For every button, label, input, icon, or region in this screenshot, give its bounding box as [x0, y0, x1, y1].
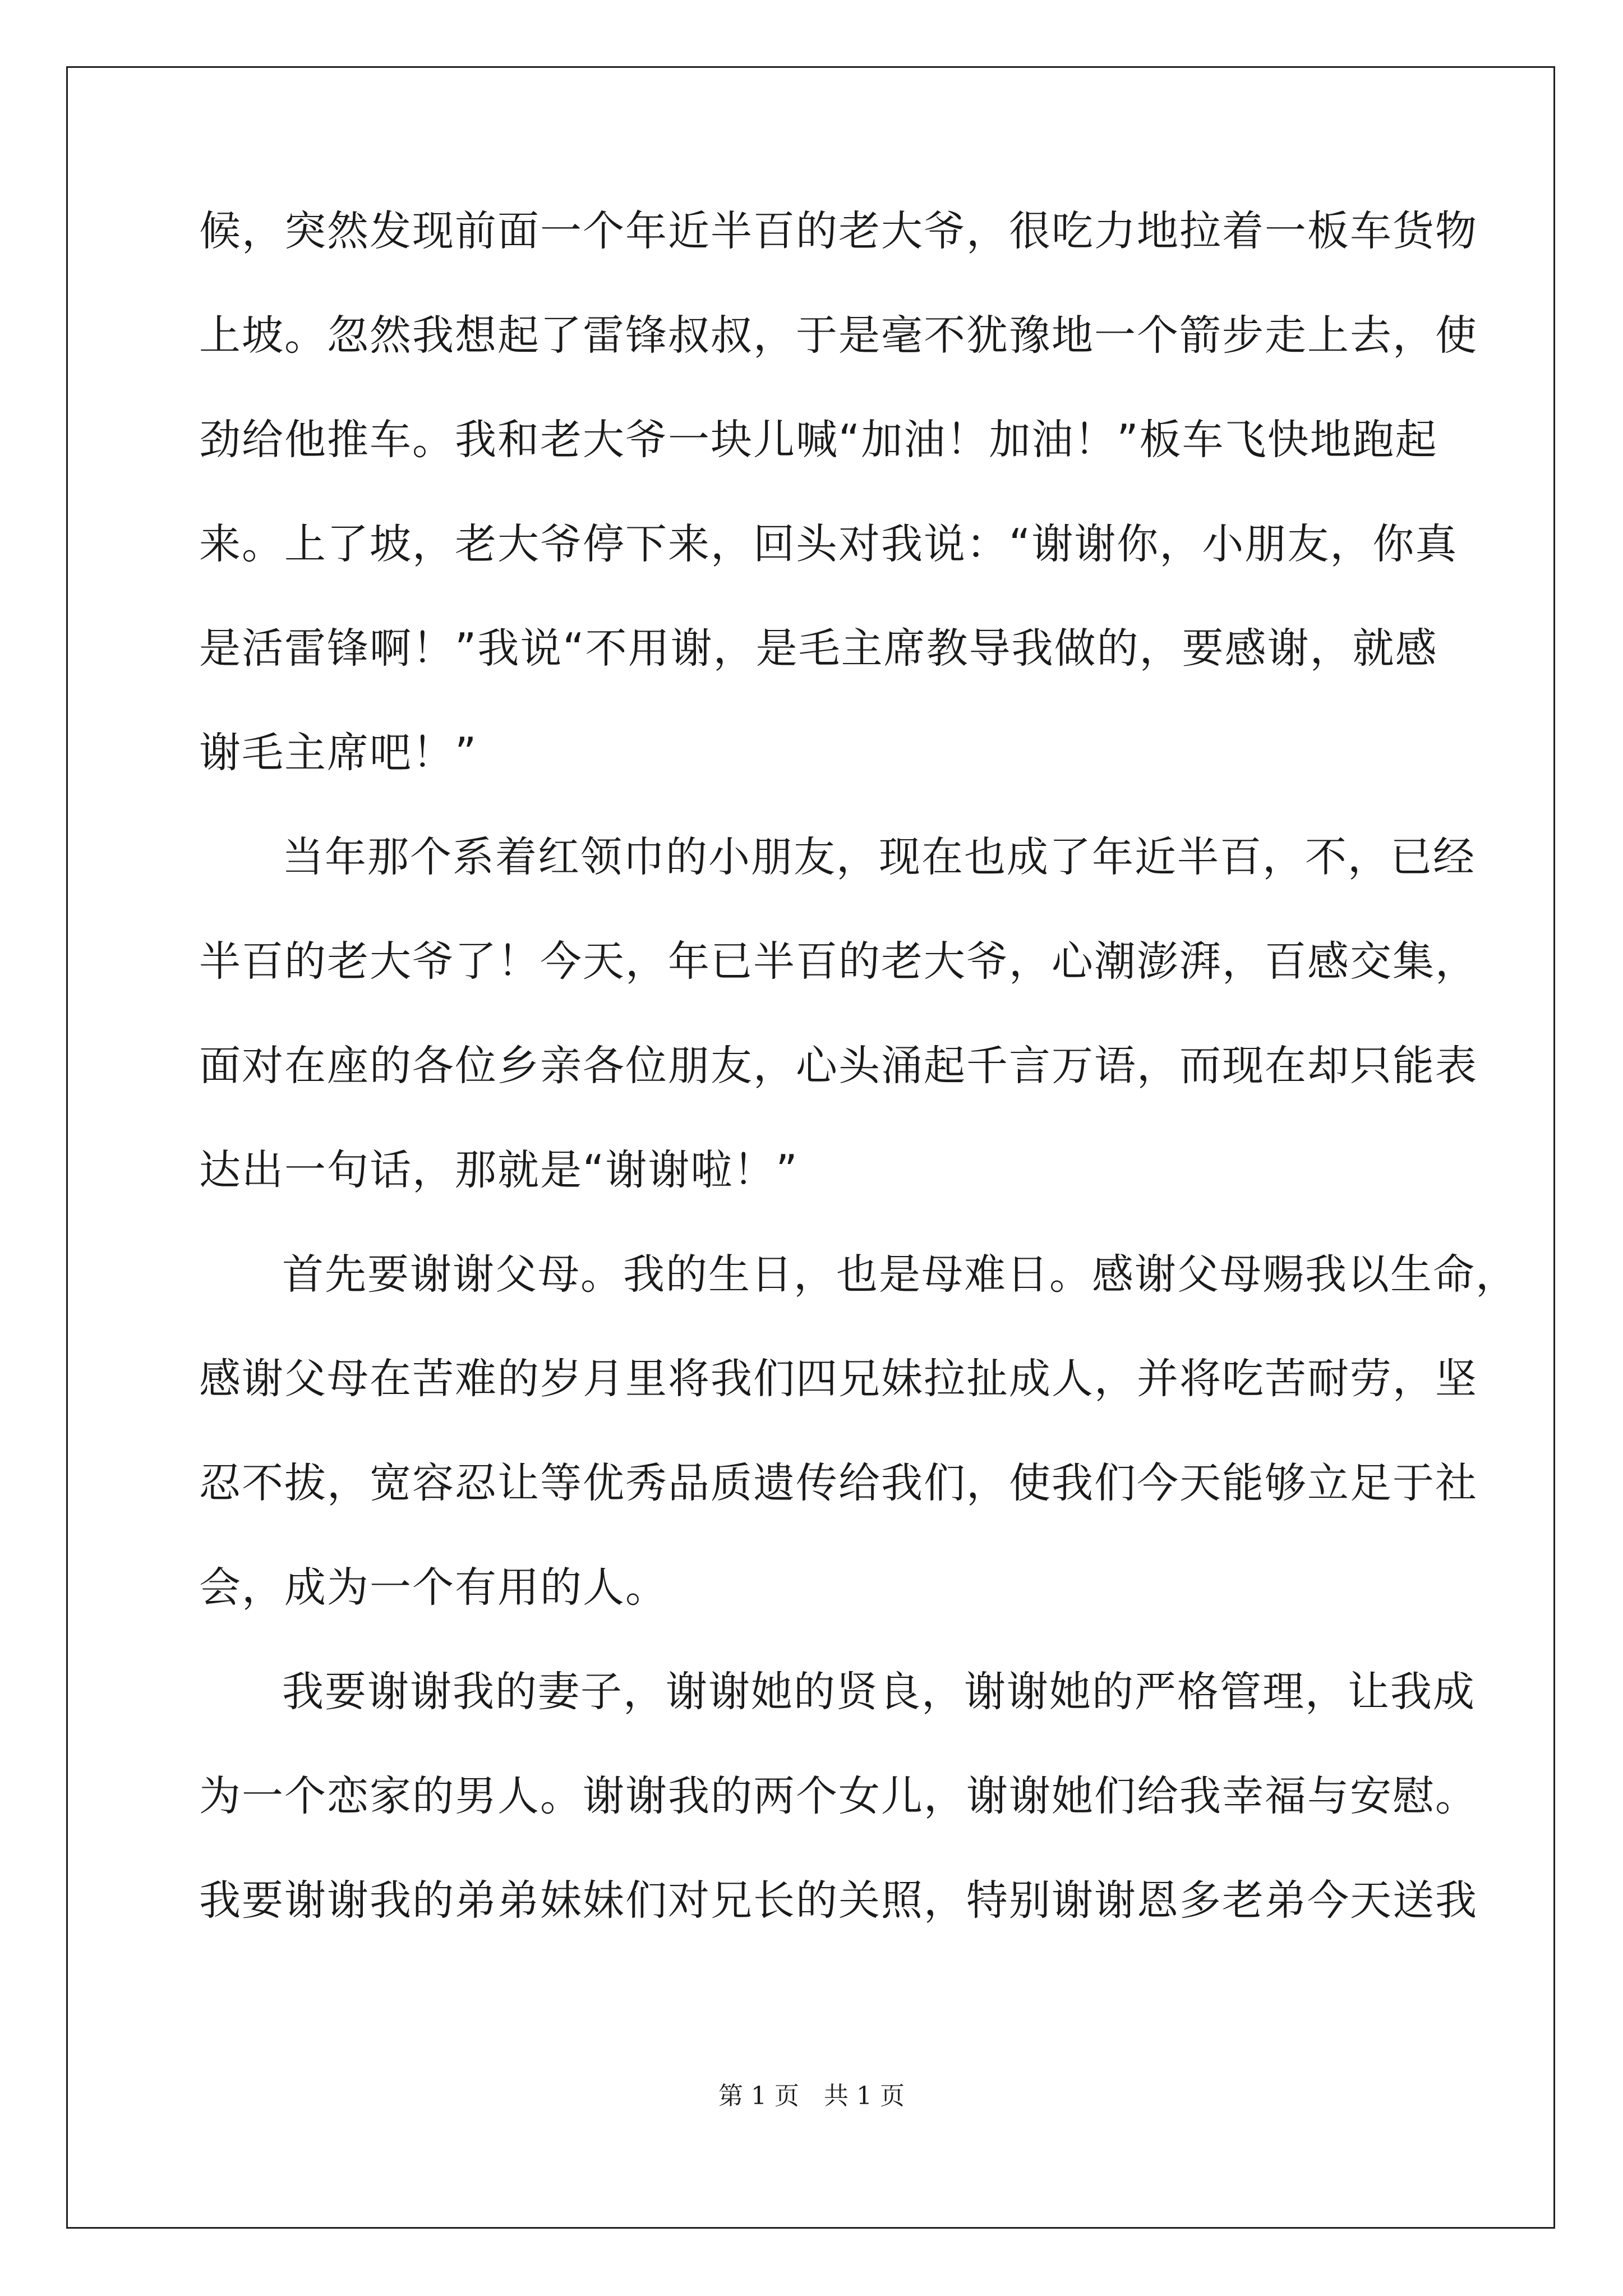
text-line: 来。上了坡，老大爷停下来，回头对我说：“谢谢你，小朋友，你真 — [199, 520, 1458, 568]
text-line: 会，成为一个有用的人。 — [199, 1563, 668, 1612]
text-line-paragraph-start: 首先要谢谢父母。我的生日，也是母难日。感谢父母赐我以生命， — [282, 1250, 1518, 1299]
text-line: 上坡。忽然我想起了雷锋叔叔，于是毫不犹豫地一个箭步走上去，使 — [199, 311, 1478, 360]
page-number-footer: 第 1 页 共 1 页 — [718, 2082, 905, 2110]
text-line: 忍不拔，宽容忍让等优秀品质遗传给我们，使我们今天能够立足于社 — [199, 1459, 1478, 1507]
text-line: 我要谢谢我的弟弟妹妹们对兄长的关照，特别谢谢恩多老弟今天送我 — [199, 1876, 1478, 1925]
text-line-paragraph-start: 我要谢谢我的妻子，谢谢她的贤良，谢谢她的严格管理，让我成 — [282, 1668, 1476, 1716]
text-line: 达出一句话，那就是“谢谢啦！” — [199, 1146, 799, 1194]
text-line: 为一个恋家的男人。谢谢我的两个女儿，谢谢她们给我幸福与安慰。 — [199, 1772, 1478, 1820]
text-line: 劲给他推车。我和老大爷一块儿喊“加油！加油！”板车飞快地跑起 — [199, 416, 1438, 464]
text-line: 感谢父母在苦难的岁月里将我们四兄妹拉扯成人，并将吃苦耐劳，坚 — [199, 1355, 1478, 1403]
text-line: 谢毛主席吧！” — [199, 729, 478, 777]
text-line: 面对在座的各位乡亲各位朋友，心头涌起千言万语，而现在却只能表 — [199, 1042, 1478, 1090]
text-line: 半百的老大爷了！今天，年已半百的老大爷，心潮澎湃，百感交集， — [199, 937, 1478, 986]
document-body — [199, 207, 1518, 1982]
text-line: 候，突然发现前面一个年近半百的老大爷，很吃力地拉着一板车货物 — [199, 207, 1478, 255]
text-line: 是活雷锋啊！”我说“不用谢，是毛主席教导我做的，要感谢，就感 — [199, 624, 1438, 673]
text-line-paragraph-start: 当年那个系着红领巾的小朋友，现在也成了年近半百，不，已经 — [282, 833, 1476, 881]
